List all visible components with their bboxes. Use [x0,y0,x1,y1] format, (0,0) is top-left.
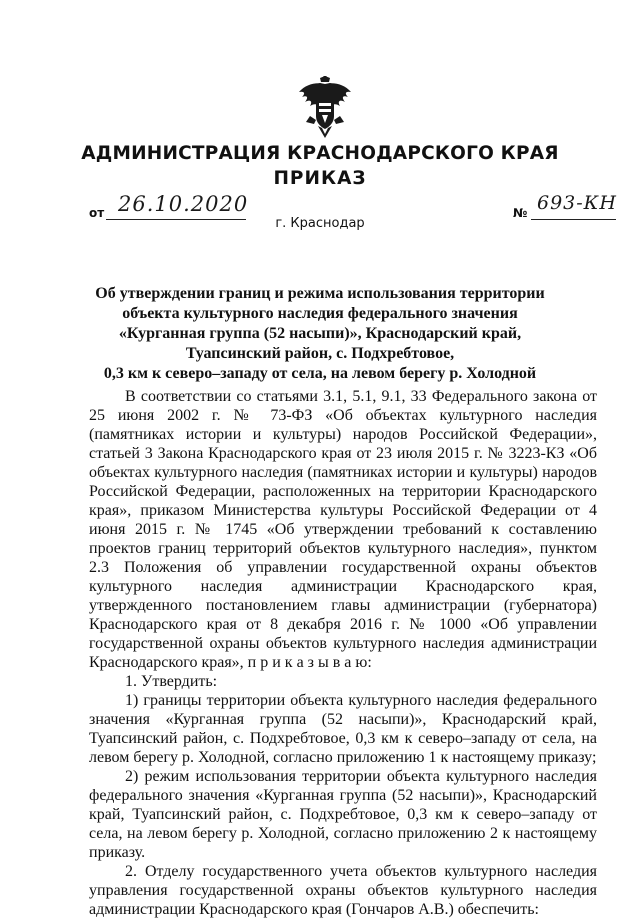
handwritten-date: 26.10.2020 [118,192,249,216]
subject-line: 0,3 км к северо–западу от села, на левом берегу р. Холодной [103,365,537,382]
body-paragraph: 2) режим использования территории объекта культурного наследия федерального значения «Курганная группа (52 насыпи)», Краснодарский край, Туапсинский район, с. Подхребтовое, 0,3 км к северо–западу от села, на левом берегу р. Холодной, согласно приложению 2 к настоящему приказу. [89,768,597,861]
subject-line: «Курганная группа (52 насыпи)», Краснодарский край, [118,325,522,342]
body-paragraph: В соответствии со статьями 3.1, 5.1, 9.1, 33 Федерального закона от 25 июня 2002 г. № 73-ФЗ «Об объектах культурного наследия (памятниках истории и культуры) народов Российской Федерации», статьей 3 Закона Краснодарского края от 23 июля 2015 г. № 3223-КЗ «Об объектах культурного наследия (памятниках истории и культуры) народов Российской Федерации, расположенных на территории Краснодарского края», приказом Министерства культуры Российской Федерации от 4 июня 2015 г. № 1745 «Об утверждении требований к составлению проектов границ территорий объектов культурного наследия», пунктом 2.3 Положения об управлении государственной охраны объектов культурного наследия администрации Краснодарского края, утвержденного постановлением главы администрации (губернатора) Краснодарского края от 8 декабря 2016 г. № 1000 «Об управлении государственной охраны объектов культурного наследия администрации Краснодарского края», п р и к а з ы в а ю: [89,388,597,671]
subject-line: Туапсинский район, с. Подхребтовое, [185,345,455,362]
document-type: ПРИКАЗ [273,168,367,189]
city-label: г. Краснодар [275,216,365,231]
order-body [89,387,597,919]
handwritten-number: 693-КН [537,192,617,214]
body-paragraph: 2. Отделу государственного учета объектов культурного наследия управления государственной охраны объектов культурного наследия администрации Краснодарского края (Гончаров А.В.) обеспечить: [89,863,597,918]
subject-line: объекта культурного наследия федерального значения [122,305,518,322]
coat-of-arms-icon [296,76,354,138]
organization-name: АДМИНИСТРАЦИЯ КРАСНОДАРСКОГО КРАЯ [81,143,559,164]
order-subject [80,284,560,384]
body-paragraph: 1) границы территории объекта культурного наследия федерального значения «Курганная группа (52 насыпи)», Краснодарский край, Туапсинский район, с. Подхребтовое, 0,3 км к северо–западу от села, на левом берегу р. Холодной, согласно приложению 1 к настоящему приказу; [89,692,597,766]
date-label: от [89,206,105,220]
number-underline [531,219,616,220]
subject-line: Об утверждении границ и режима использования территории [95,285,545,302]
number-label: № [513,206,528,220]
body-paragraph: 1. Утвердить: [125,673,218,690]
